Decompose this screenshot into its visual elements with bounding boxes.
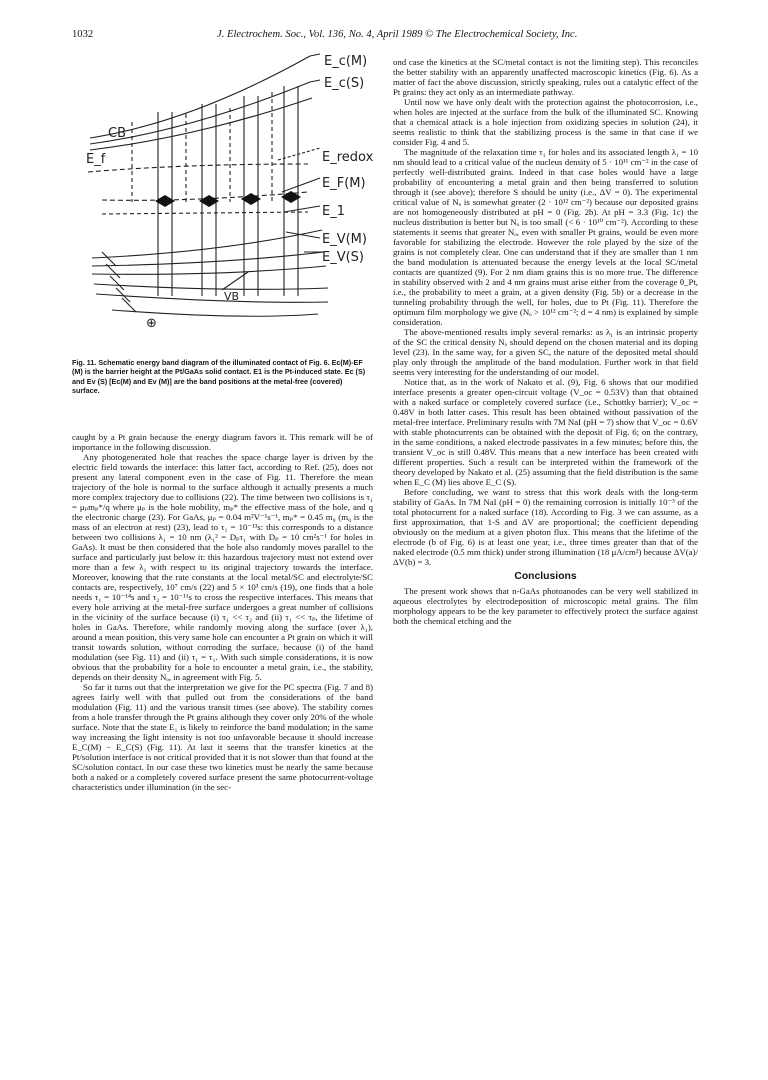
paragraph: The present work shows that n-GaAs photoanodes can be very well stabilized in aqueous electrolytes by electrodeposition of microscopic metal grains. The film morphology appears to be the key parameter to effectively protect the surface against both the chemical etching and the (393, 586, 698, 626)
paragraph: The magnitude of the relaxation time τ₁ for holes and its associated length λ₁ = 10 nm should lead to a critical value of the nucleus density of 5 · 10¹¹ cm⁻² in the case of perfectly well-distributed grains. Indeed in that case holes would have a large probability of encountering a metal grain and then being transferred to solution through it (see above); therefore S should be unity (i.e., ΔV = 0). The experimental critical value of Nₒ is somewhat greater (2 · 10¹² cm⁻²) because our deposited grains are not homogeneously distributed at pH = 0 (Fig. 2b). At pH = 3.3 (Fig. 1c) the nucleus distribution is better but Nₒ is too small (< 6 · 10¹⁰ cm⁻²). According to these statements it seems that greater Nₒ, even with smaller Pt grains, would be even more favorable for stabilizing the electrode. However the role played by the size of the grains is not completely clear. One can understand that if they are smaller than 1 nm the band modulation is attenuated because the energy levels at the local SC/metal contacts are quantized (9). For 2 nm diam grains this is no more true. The difference in stability observed with 2 and 4 nm grains must arise either from the coverage θ_Pt, i.e., the probability to meet a grain, at a given density (Fig. 5b) or a decrease in the tunneling probability through the well, for holes, due to Pt (Fig. 11). Therefore the optimum film morphology we give (Nₒ > 10¹² cm⁻²; d = 4 nm) is explained by simple consideration. (393, 147, 698, 327)
paragraph: Until now we have only dealt with the protection against the photocorrosion, i.e., when holes are injected at the surface from the bulk of the illuminated SC. Knowing that a chemical attack is a hole injection from oxidizing species in solution (24), it seems realistic to think that the stabilizing process is the same in that case if we consider Fig. 4 and 5. (393, 97, 698, 147)
label-eredox: E_redox (322, 150, 374, 165)
paragraph: So far it turns out that the interpretation we give for the PC spectra (Fig. 7 and 8) agrees fairly well with that pulled out from the considerations of the band modulation (Fig. 11) and the various transit times (see above). The stability comes from a hole transfer through the Pt grains although they cover only 20% of the whole surface. Note that the state E₁ is likely to reinforce the band modulation; in the same way increasing the light intensity is not too unfavorable because it should increase E_C(M) − E_C(S) (Fig. 11). At last it seems that the transfer kinetics at the Pt/solution interface is not critical provided that it is not slower than that found at the SC/solution contact. In our case these two kinetics must be nearly the same because both a naked or a completely covered surface present the same photocurrent-voltage characteristics under illumination (in the sec- (72, 682, 373, 792)
paragraph: Before concluding, we want to stress that this work deals with the long-term stability of GaAs. In 7M NaI (pH = 0) the remaining corrosion is initially 10⁻³ of the total photocurrent for a naked surface (18). According to Fig. 3 we can assume, as a first approximation, that 1-S and ΔV are proportional; the coefficient depending obviously on the medium at a given photon flux. This means that the lifetime of the electrode (b of Fig. 6) is at least one year, i.e., three times greater than that of the naked electrode (0.5 mm thick) under strong illumination (18 μA/cm²) because ΔV(a)/ΔV(b) = 3. (393, 487, 698, 567)
hole-symbol: ⊕ (146, 316, 157, 331)
energy-band-diagram (72, 52, 378, 352)
label-e1: E_1 (322, 204, 345, 219)
label-cb: CB (108, 126, 126, 141)
journal-citation: J. Electrochem. Soc., Vol. 136, No. 4, April 1989 © The Electrochemical Society, Inc. (217, 29, 578, 40)
paragraph: The above-mentioned results imply several remarks: as λ₁ is an intrinsic property of the SC the critical density Nₒ should depend on the chosen material and its doping level (23). In the same way, for a given SC, the nature of the deposited metal should play only through the amplitude of the band modulation. Further work in that field seems very interesting for the understanding of our model. (393, 327, 698, 377)
label-ef-m: E_F(M) (322, 176, 366, 191)
left-column (72, 432, 373, 792)
label-ec-s: E_c(S) (324, 76, 365, 91)
right-column (393, 57, 698, 626)
label-ev-s: E_V(S) (322, 250, 365, 265)
paragraph: ond case the kinetics at the SC/metal contact is not the limiting step). This reconciles the better stability with an apparently unaffected macroscopic kinetics (Fig. 6). As a matter of fact the above discussion, strictly speaking, rules out a catalytic effect of the Pt grains: they act only as an intermediate pathway. (393, 57, 698, 97)
paragraph: caught by a Pt grain because the energy diagram favors it. This remark will be of importance in the following discussion. (72, 432, 373, 452)
label-ev-m: E_V(M) (322, 232, 367, 247)
figure-caption: Fig. 11. Schematic energy band diagram of the illuminated contact of Fig. 6. Ec(M)-EF (M) is the barrier height at the Pt/GaAs solid contact. E1 is the Pt-induced state. Ec (S) and Ev (S) [Ec(M) and Ev (M)] are the band positions at the metal-free (covered) surface. (72, 358, 366, 396)
paragraph: Any photogenerated hole that reaches the space charge layer is driven by the electric field towards the interface: this latter fact, according to Ref. (25), does not present any lateral component even in the case of Fig. 11. Therefore the mean trajectory of the hole is normal to the surface although it actually presents a much more complex trajectory due to collisions (22). The time between two collisions is τ₁ = μₚmₚ*/q where μₚ is the hole mobility, mₚ* the effective mass of the hole, and q the electronic charge (23). For GaAs, μₚ = 0.04 m²V⁻¹s⁻¹, mₚ* = 0.45 m₀ (m₀ is the mass of an electron at rest) (23), lead to τ₁ = 10⁻¹³s: this corresponds to a distance between two collisions λ₁ = 10 nm (λ₁² = Dₚτ₁ with Dₚ = 10 cm²s⁻¹ for holes in GaAs). It must be then considered that the hole also randomly moves parallel to the surface and particularly just below it: this hazardous trajectory must not extend over more than a few λ₁ with respect to its original trajectory towards the interface. Moreover, knowing that the rate constants at the local metal/SC and electrolyte/SC contacts are, respectively, 10⁷ cm/s (22) and 5 × 10³ cm/s (19), one finds that a hole needs τ₁ = 10⁻¹⁴s and τ₂ = 10⁻¹¹s to cross the respective interfaces. This means that every hole arriving at the metal-free surface undergoes a great number of collisions in the vicinity of the surface because (i) τ₁ << τ₂ and (ii) τ₁ << τₚ, the lifetime of holes in GaAs. Therefore, while randomly moving along the surface (over λ₁), around a mean position, this very same hole can encounter a Pt grain on which it will transit towards solution, without corroding the surface, because (i) of the band modulation (see Fig. 11) and (ii) τ₁ = τ₁. With such simple considerations, it is now obvious that the probability for a hole to encounter a metal grain, i.e., the stability, depends on their density Nₒ, in agreement with Fig. 5. (72, 452, 373, 682)
label-vb: VB (224, 290, 240, 303)
label-ec-m: E_c(M) (324, 54, 368, 69)
page-header (72, 29, 698, 43)
page-number: 1032 (72, 29, 94, 40)
conclusions-heading: Conclusions (514, 571, 577, 582)
band-diagram-drawing (72, 52, 378, 352)
paragraph: Notice that, as in the work of Nakato et al. (9), Fig. 6 shows that our modified interface presents a greater open-circuit voltage (V_oc = 0.53V) than that obtained with a naked surface or completely covered surface (i.e., Schottky barrier); V_oc = 0.48V in both latter cases. This result has been obtained without passivation of the metal-free interface. Preliminary results with 7M NaI (pH = 7) show that V_oc = 0.6V with stable photocurrents can be obtained with the deposit of Fig. 6; on the contrary, in the same conditions, a naked electrode passivates in a few minutes; before this, the transient V_oc is still 0.48V. This means that a new interface has been created with different properties. Such a result can be interpreted within the framework of the theory developed by Nakato et al. (25) assuming that the field distribution is the same when E_C (M) lies above E_C (S). (393, 377, 698, 487)
label-ef: E_f (86, 152, 106, 167)
